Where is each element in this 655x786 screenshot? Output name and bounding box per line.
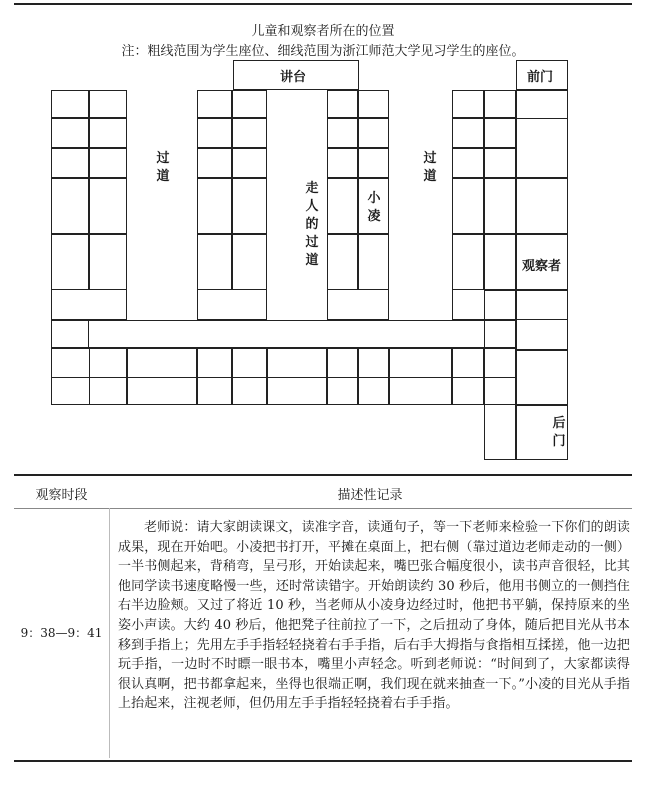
desk <box>232 90 267 118</box>
desk <box>89 178 127 234</box>
observer-seat <box>516 118 568 178</box>
desk <box>51 118 89 148</box>
observer-label: 观察者 <box>522 259 562 274</box>
walkway-label: 走人的过道 <box>305 181 319 268</box>
aisle-left-label: 过道 <box>156 151 170 184</box>
desk <box>484 234 516 290</box>
desk <box>89 148 127 178</box>
descriptive-record: 老师说：请大家朗读课文，读准字音，读通句子，等一下老师来检验一下你们的朗读成果，现在开始吧。小凌把书打开，平摊在桌面上，把右侧（靠过道边老师走动的一侧）一半书侧起来，背稍弯，呈弓形，开始读起来，嘴巴张合幅度很小，读书声音很轻，比其他同学读书速度略慢一些，还时常读错字。开始朗读约 30 秒后，他用书侧立的一侧挡住右半边脸颊。又过了将近 10 秒，当老师从小凌身边经过时，他把书平躺，保持原来的坐姿小声读。大约 40 秒后，他把凳子往前拉了一下，之后扭动了身体，随后把目光从书本移到手指上；先用左手手指轻轻挠着右手手指，后右手大拇指与食指相互揉搓，他一边把玩手指，一边时不时瞟一眼书本，嘴里小声轻念。听到老师说：“时间到了，大家都读得很认真啊，把书都拿起来，坐得也很端正啊，我们现在就来抽查一下。”小凌的目光从手指上抬起来，注视老师，但仍用左手手指轻轻挠着右手手指。 <box>118 520 630 712</box>
desk <box>232 234 267 290</box>
desk <box>51 90 89 118</box>
back-col <box>267 348 327 405</box>
desk <box>327 178 358 234</box>
back-col <box>327 348 358 405</box>
desk <box>89 118 127 148</box>
desk <box>51 148 89 178</box>
desk <box>327 90 358 118</box>
observer-seat <box>516 178 568 234</box>
back-col <box>127 348 197 405</box>
back-row-left-stub <box>51 320 89 348</box>
figure-note: 注：粗线范围为学生座位、细线范围为浙江师范大学见习学生的座位。 <box>121 44 525 59</box>
back-col <box>452 348 484 405</box>
desk <box>197 90 232 118</box>
desk <box>327 234 358 290</box>
xiaoling-label: 小凌 <box>367 191 381 224</box>
desk <box>358 90 389 118</box>
figure-title: 儿童和观察者所在的位置 <box>251 24 395 39</box>
table-bottom-rule <box>14 760 632 762</box>
desk <box>89 234 127 290</box>
desk <box>89 90 127 118</box>
right-strip <box>484 290 516 460</box>
desk <box>484 148 516 178</box>
aisle-right-label: 过道 <box>423 151 437 184</box>
back-col <box>89 348 127 405</box>
desk <box>484 90 516 118</box>
desk <box>327 118 358 148</box>
desk <box>484 178 516 234</box>
right-strip-seat <box>516 350 568 405</box>
desk <box>197 148 232 178</box>
table-header-period: 观察时段 <box>35 487 88 503</box>
desk <box>232 148 267 178</box>
podium-label: 讲台 <box>280 70 307 85</box>
observation-period: 9：38—9：41 <box>20 626 103 640</box>
back-door-label: 后门 <box>552 416 566 449</box>
table-top-rule <box>14 474 632 476</box>
desk <box>484 118 516 148</box>
front-door-label: 前门 <box>527 70 554 85</box>
table-column-separator <box>109 508 110 758</box>
desk <box>197 118 232 148</box>
desk <box>232 118 267 148</box>
desk <box>452 90 484 118</box>
desk <box>358 234 389 290</box>
table-header-record: 描述性记录 <box>337 487 403 503</box>
desk <box>452 178 484 234</box>
desk <box>452 148 484 178</box>
back-col <box>232 348 267 405</box>
desk <box>358 118 389 148</box>
desk <box>197 234 232 290</box>
back-col <box>389 348 452 405</box>
desk <box>197 178 232 234</box>
desk <box>327 148 358 178</box>
desk <box>452 118 484 148</box>
right-strip-seat <box>516 290 568 350</box>
desk <box>232 178 267 234</box>
desk <box>51 234 89 290</box>
table-header-rule <box>14 508 632 509</box>
back-col <box>197 348 232 405</box>
desk <box>452 234 484 290</box>
desk <box>51 178 89 234</box>
desk <box>358 148 389 178</box>
back-col <box>358 348 389 405</box>
back-row-band <box>51 320 516 348</box>
